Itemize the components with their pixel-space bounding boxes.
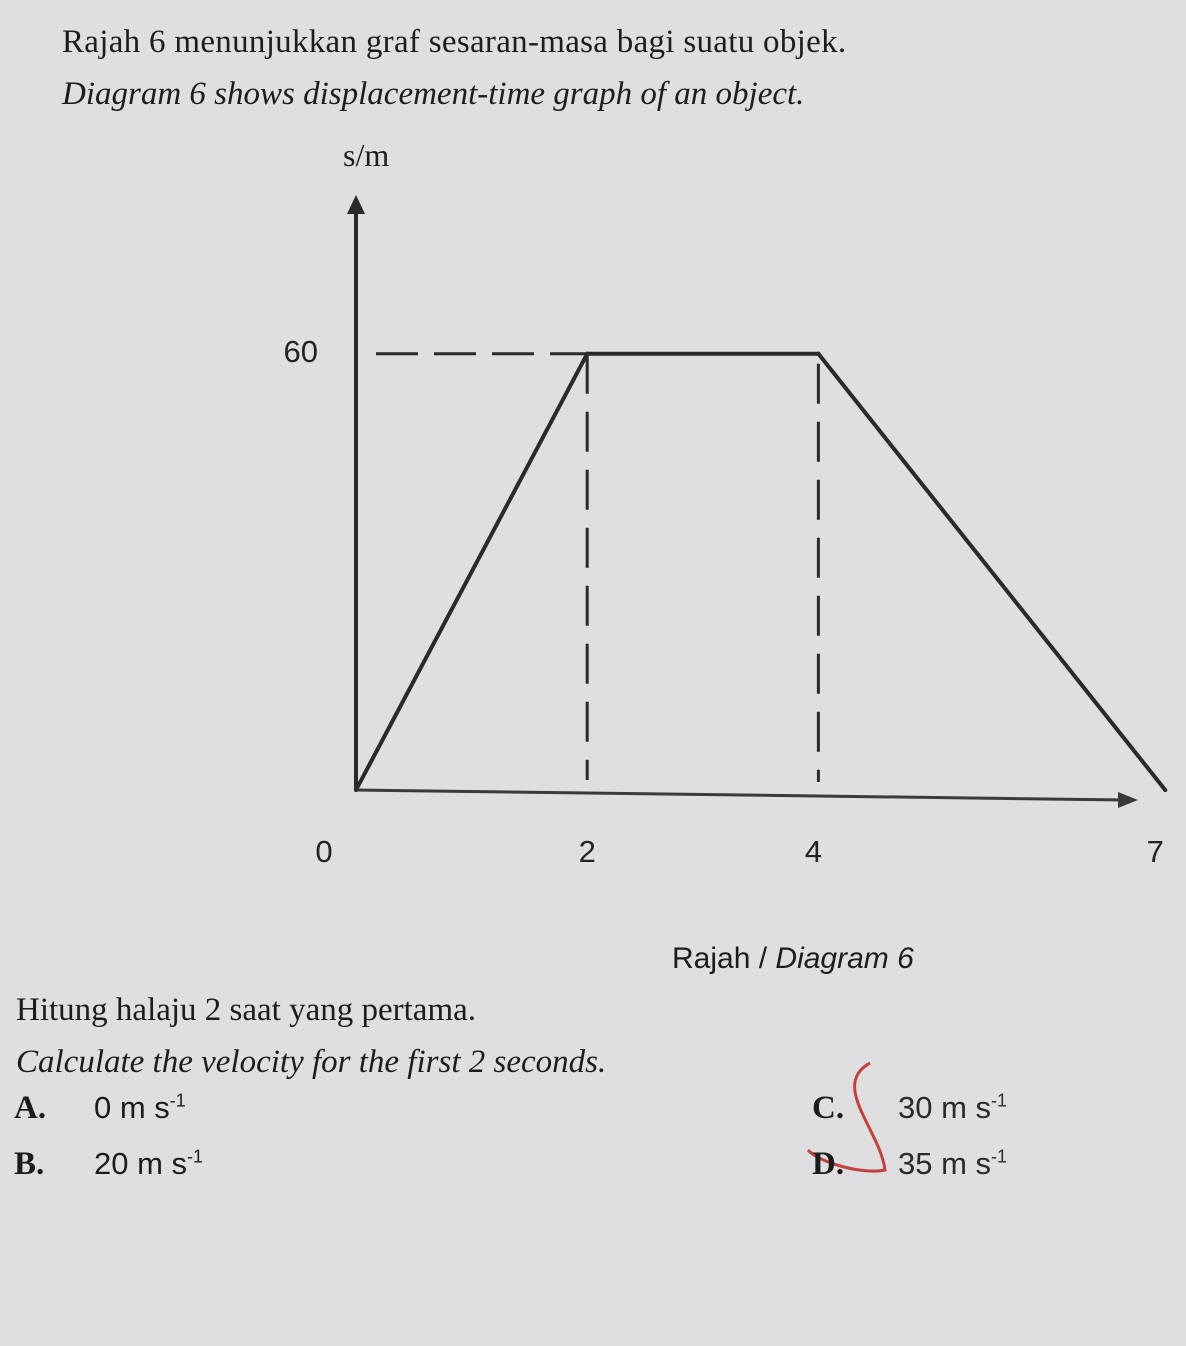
option-a-value: 0 m $s^{-1}$ (94, 1090, 186, 1125)
question-malay: Hitung halaju 2 saat yang pertama. (16, 992, 477, 1028)
caption-english: Diagram 6 (775, 942, 914, 975)
tick-labels (284, 334, 1164, 869)
graph-segment-3 (818, 354, 1165, 790)
option-d-value: 35 m $s^{-1}$ (898, 1146, 1008, 1181)
x-tick-label-2: 2 (578, 834, 596, 869)
graph-line (354, 352, 1167, 792)
intro-english: Diagram 6 shows displacement-time graph of an object. (62, 76, 805, 112)
figure-caption (672, 942, 914, 976)
graph-point-4 (1163, 788, 1167, 792)
x-tick-label-4: 4 (804, 834, 823, 869)
caption-separator: / (750, 942, 776, 975)
option-c[interactable] (812, 1090, 1007, 1127)
x-axis-arrowhead (1118, 792, 1138, 808)
option-b-letter: B. (14, 1146, 45, 1182)
intro-malay: Rajah 6 menunjukkan graf sesaran-masa bagi suatu objek. (62, 24, 847, 60)
graph-point-3 (816, 352, 820, 356)
option-d[interactable] (812, 1146, 1007, 1183)
option-d-letter: D. (812, 1146, 845, 1182)
option-c-value: 30 m $s^{-1}$ (898, 1090, 1008, 1125)
option-b[interactable] (14, 1146, 203, 1183)
graph-axes (347, 195, 1138, 808)
dashed-guides (376, 354, 818, 782)
x-axis (356, 790, 1125, 800)
x-tick-label-7: 7 (1146, 834, 1164, 869)
option-c-letter: C. (812, 1090, 845, 1126)
graph-segment-1 (356, 354, 587, 790)
x-tick-label-0: 0 (315, 834, 333, 869)
option-b-value: 20 m $s^{-1}$ (94, 1146, 204, 1181)
y-axis-arrowhead (347, 195, 365, 214)
option-a[interactable] (14, 1090, 186, 1127)
caption-malay: Rajah (672, 942, 751, 975)
option-a-letter: A. (14, 1090, 47, 1126)
y-tick-label-60: 60 (283, 333, 318, 369)
y-axis-label: s/m (343, 137, 390, 173)
question-english: Calculate the velocity for the first 2 seconds. (16, 1044, 607, 1080)
graph-point-2 (585, 352, 589, 356)
graph-point-1 (354, 788, 358, 792)
